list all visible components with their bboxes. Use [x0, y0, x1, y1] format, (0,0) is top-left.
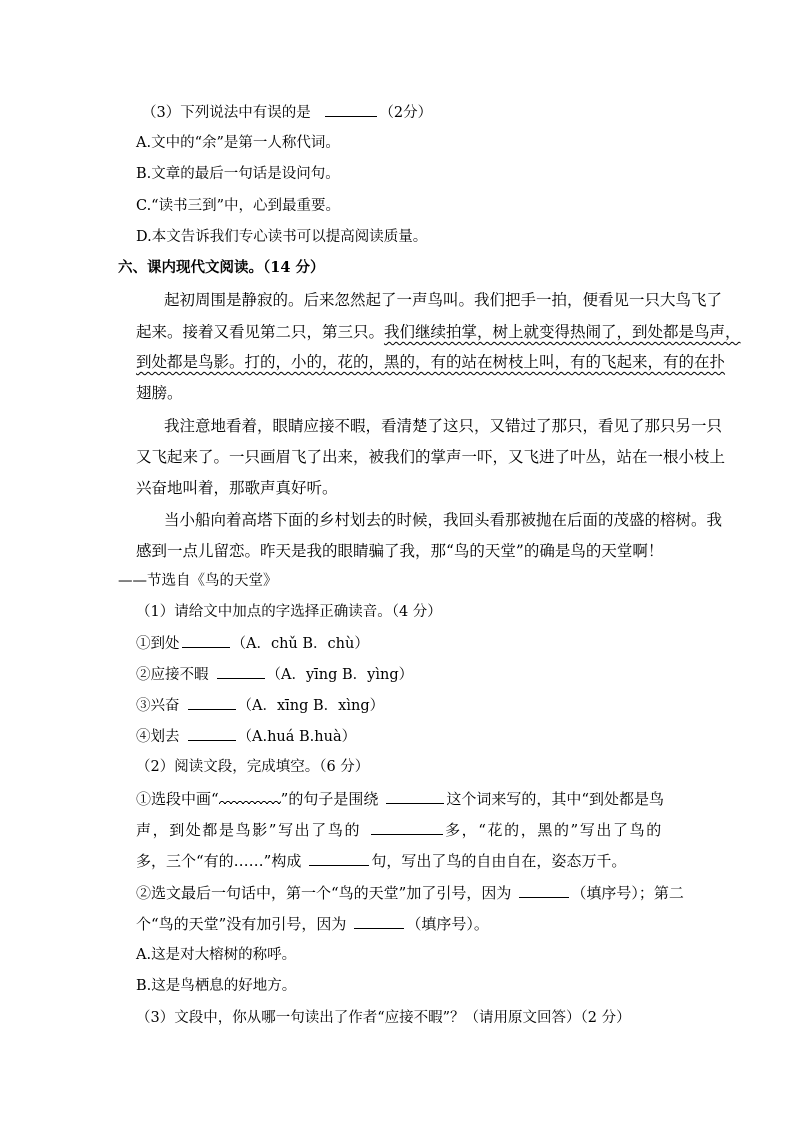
passage-wavy-sentence: 我们继续拍掌，树上就变得热闹了，到处都是鸟声，: [384, 323, 741, 341]
q1-item-4-word: ④划去: [136, 729, 180, 745]
wavy-underline-sample: [219, 796, 281, 804]
q1-item-2-options: （A．yīng B．yìng）: [266, 667, 414, 683]
passage-p1-line4: 翅膀。: [136, 384, 183, 402]
q3-answer-blank[interactable]: [325, 102, 377, 117]
q3-intro: （3）下列说法中有误的是: [142, 105, 311, 121]
q2-line1-a: ①选段中画“: [136, 790, 219, 808]
q2-option-a: A.这是对大榕树的称呼。: [136, 947, 297, 963]
passage-p3-line1: 当小船向着高塔下面的乡村划去的时候，我回头看那被抛在后面的茂盛的榕树。我: [164, 511, 723, 529]
q2-first-reason-blank[interactable]: [519, 883, 569, 898]
q1-item-3-blank[interactable]: [188, 695, 236, 710]
q3-prompt: [142, 102, 432, 123]
q2-line1-b: ”的句子是围绕: [280, 790, 379, 808]
passage-source: ——节选自《鸟的天堂》: [118, 573, 278, 589]
q2-line3-b: 句，写出了鸟的自由自在，姿态万千。: [371, 852, 627, 870]
q2-bird-many-blank[interactable]: [371, 820, 443, 835]
q3-option-d: D.本文告诉我们专心读书可以提高阅读质量。: [136, 229, 428, 245]
q1-item-3-options: （A．xīng B．xìng）: [237, 698, 385, 714]
q2-line5-a: 个“鸟的天堂”没有加引号，因为: [136, 915, 347, 933]
q1-item-2-word: ②应接不暇: [136, 667, 209, 683]
q3-option-b: B.文章的最后一句话是设问句。: [136, 166, 340, 182]
q3-option-a: A.文中的“余”是第一人称代词。: [136, 135, 340, 151]
q2-line4-b: （填序号）；第二: [571, 884, 684, 902]
q2-sentence-type-blank[interactable]: [309, 851, 369, 866]
q2-line3: [136, 851, 626, 871]
q1-item-3: [136, 695, 384, 716]
passage-p1-line2-plain: 起来。接着又看见第二只，第三只。: [136, 323, 385, 341]
passage-p2-line1: 我注意地看着，眼睛应接不暇，看清楚了这只，又错过了那只，看见了那只另一只: [164, 417, 723, 435]
q2-line2: [136, 820, 663, 840]
q1-item-1-blank[interactable]: [182, 633, 230, 648]
q3-score: （2分）: [379, 105, 433, 121]
q2-line1-c: 这个词来写的，其中“到处都是鸟: [446, 790, 665, 808]
passage-p1-line1: 起初周围是静寂的。后来忽然起了一声鸟叫。我们把手一拍，便看见一只大鸟飞了: [164, 291, 723, 309]
passage-p1-line3: 到处都是鸟影。打的，小的，花的，黑的，有的站在树枝上叫，有的飞起来，有的在扑: [136, 353, 726, 371]
q1-item-1-word: ①到处: [136, 636, 180, 652]
q2-second-reason-blank[interactable]: [354, 914, 404, 929]
q2-line1: [136, 789, 664, 809]
passage-p1-line2: [136, 322, 741, 342]
q1-item-4-blank[interactable]: [188, 726, 236, 741]
q3-option-c: C.“读书三到”中，心到最重要。: [136, 198, 341, 214]
q1-item-4: [136, 726, 356, 747]
q2-keyword-blank[interactable]: [386, 789, 444, 804]
q1-item-2: [136, 664, 413, 685]
q1-item-1-options: （A．chǔ B．chù）: [231, 636, 369, 652]
q3b-prompt: （3）文段中，你从哪一句读出了作者“应接不暇”？（请用原文回答）（2 分）: [136, 1010, 631, 1026]
q1-item-3-word: ③兴奋: [136, 698, 180, 714]
q1-item-4-options: （A.huá B.huà）: [237, 729, 357, 745]
q2-prompt: （2）阅读文段，完成填空。（6 分）: [136, 759, 370, 775]
q2-line4: [136, 883, 684, 903]
q1-item-1: [136, 633, 369, 654]
passage-p3-line2: 感到一点儿留恋。昨天是我的眼睛骗了我，那“鸟的天堂”的确是鸟的天堂啊！: [136, 542, 664, 560]
q2-line3-a: 多，三个“有的……”构成: [136, 852, 302, 870]
passage-p2-line3: 兴奋地叫着，那歌声真好听。: [136, 479, 338, 497]
q2-line2-a: 声，到处都是鸟影”写出了鸟的: [136, 821, 362, 839]
section6-title: 六、课内现代文阅读。（14 分）: [118, 259, 325, 276]
q2-line4-a: ②选文最后一句话中，第一个“鸟的天堂”加了引号，因为: [136, 884, 512, 902]
q1-item-2-blank[interactable]: [217, 664, 265, 679]
q2-option-b: B.这是鸟栖息的好地方。: [136, 978, 297, 994]
q2-line5-b: （填序号）。: [406, 915, 489, 933]
q1-prompt: （1）请给文中加点的字选择正确读音。（4 分）: [136, 604, 442, 620]
q2-line2-b: 多，“花的，黑的”写出了鸟的: [445, 821, 663, 839]
q2-line5: [136, 914, 489, 934]
passage-p2-line2: 又飞起来了。一只画眉飞了出来，被我们的掌声一吓，又飞进了叶丛，站在一根小枝上: [136, 448, 726, 466]
